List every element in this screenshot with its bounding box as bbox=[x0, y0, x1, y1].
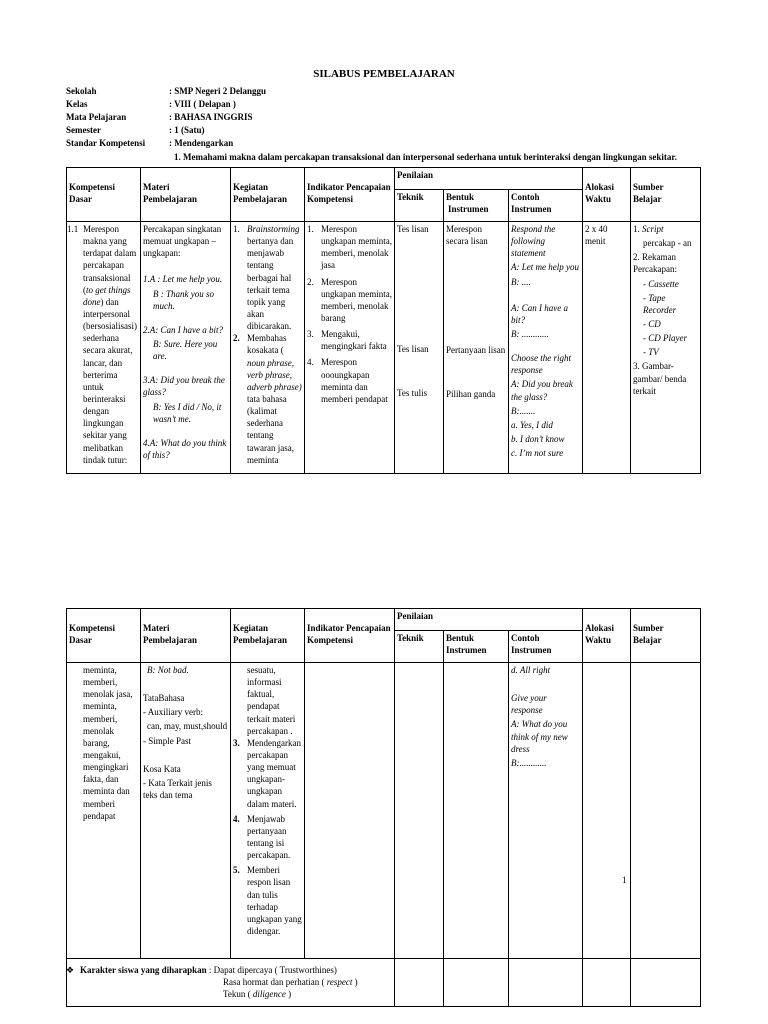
alokasi-cell: 2 x 40 menit bbox=[583, 222, 631, 474]
header-bentuk: Bentuk Instrumen bbox=[444, 190, 509, 222]
materi-cell-2: B: Not bad. TataBahasa - Auxiliary verb: can, may, must,should - Simple Past Kosa Kata - Kata Terkait jenis teks dan tema bbox=[141, 663, 231, 959]
teknik-cell-2 bbox=[395, 663, 444, 959]
footer-empty-5 bbox=[631, 959, 701, 1007]
diamond-bullet-icon: ❖ bbox=[66, 965, 75, 975]
meta-sekolah: Sekolah : SMP Negeri 2 Delanggu bbox=[66, 86, 266, 96]
karakter-siswa: ❖ Karakter siswa yang diharapkan : Dapat dipercaya ( Trustworthines) Rasa hormat dan perhatian ( respect ) Tekun ( diligence ) bbox=[66, 965, 358, 1000]
header-materi-2: Materi Pembelajaran bbox=[141, 609, 231, 663]
syllabus-table-1 bbox=[66, 167, 701, 474]
standar-kompetensi-line: 1. Memahami makna dalam percakapan transaksional dan interpersonal sederhana untuk berinteraksi dengan lingkungan sekitar. bbox=[174, 152, 677, 162]
indikator-cell: 1. Merespon ungkapan meminta, memberi, menolak jasa 2. Merespon ungkapan meminta, memberi, menolak barang 3. Mengakui, mengingkari fakta 4. Merespon oooungkapan meminta dan memberi pendapat bbox=[305, 222, 395, 474]
footer-empty-3 bbox=[509, 959, 583, 1007]
meta-semester: Semester : 1 (Satu) bbox=[66, 125, 205, 135]
page-number: 1 bbox=[622, 875, 627, 885]
meta-sk: Standar Kompetensi : Mendengarkan bbox=[66, 138, 234, 148]
bentuk-cell-2 bbox=[444, 663, 509, 959]
footer-empty-1 bbox=[395, 959, 444, 1007]
header-alokasi-2: Alokasi Waktu bbox=[583, 609, 631, 663]
header-kegiatan: Kegiatan Pembelajaran bbox=[231, 168, 305, 222]
footer-empty-2 bbox=[444, 959, 509, 1007]
contoh-cell-2: d. All right Give your response A: What do you think of my new dress B:............ bbox=[509, 663, 583, 959]
header-contoh: Contoh Instrumen bbox=[509, 190, 583, 222]
header-kd: Kompetensi Dasar bbox=[67, 168, 141, 222]
header-indikator-2: Indikator Pencapaian Kompetensi bbox=[305, 609, 395, 663]
kegiatan-cell: 1. Brainstorming bertanya dan menjawab tentang berbagai hal terkait tema topik yang akan dibicarakan. 2. Membahas kosakata ( noun phrase, verb phrase, adverb phrase) tata bahasa (kalimat sederhana tentang tawaran jasa, meminta bbox=[231, 222, 305, 474]
header-penilaian: Penilaian bbox=[395, 168, 583, 190]
header-indikator: Indikator Pencapaian Kompetensi bbox=[305, 168, 395, 222]
header-materi: Materi Pembelajaran bbox=[141, 168, 231, 222]
header-bentuk-2: Bentuk Instrumen bbox=[444, 631, 509, 663]
contoh-cell: Respond the following statement A: Let me help you B: .... A: Can I have a bit? B: ............ Choose the right response A: Did you break the glass? B:....... a. Yes, I did b. I don’t know c. I’m not sure bbox=[509, 222, 583, 474]
header-alokasi: Alokasi Waktu bbox=[583, 168, 631, 222]
indikator-cell-2 bbox=[305, 663, 395, 959]
footer-empty-4 bbox=[583, 959, 631, 1007]
teknik-cell: Tes lisan Tes lisan Tes tulis bbox=[395, 222, 444, 474]
header-kd-2: Kompetensi Dasar bbox=[67, 609, 141, 663]
header-penilaian-2: Penilaian bbox=[395, 609, 583, 631]
header-teknik-2: Teknik bbox=[395, 631, 444, 663]
header-teknik: Teknik bbox=[395, 190, 444, 222]
kegiatan-cell-2: sesuatu, informasi faktual, pendapat terkait materi percakapan . 3. Mendengarkan percakapan yang memuat ungkapan-ungkapan dalam materi. 4. Menjawab pertanyaan tentang isi percakapan. 5. Memberi respon lisan dan tulis terhadap ungkapan yang didengar. bbox=[231, 663, 305, 959]
header-sumber-2: Sumber Belajar bbox=[631, 609, 701, 663]
page-title: SILABUS PEMBELAJARAN bbox=[313, 68, 455, 80]
meta-mapel: Mata Pelajaran : BAHASA INGGRIS bbox=[66, 112, 253, 122]
header-sumber: Sumber Belajar bbox=[631, 168, 701, 222]
meta-kelas: Kelas : VIII ( Delapan ) bbox=[66, 99, 236, 109]
header-contoh-2: Contoh Instrumen bbox=[509, 631, 583, 663]
syllabus-table-2 bbox=[66, 608, 701, 1007]
header-kegiatan-2: Kegiatan Pembelajaran bbox=[231, 609, 305, 663]
sumber-cell: 1. Script percakap - an 2. Rekaman Percakapan: - Cassette - Tape Recorder - CD - CD Player - TV 3. Gambar- gambar/ benda terkait bbox=[631, 222, 701, 474]
alokasi-cell-2 bbox=[583, 663, 631, 959]
sumber-cell-2 bbox=[631, 663, 701, 959]
materi-cell: Percakapan singkatan memuat ungkapan – ungkapan: 1.A : Let me help you. B : Thank you so much. 2.A: Can I have a bit? B: Sure. Here you are. 3.A: Did you break the glass? B: Yes I did / No, it wasn’t me. 4.A: What do you think of this? bbox=[141, 222, 231, 474]
kd-cell: 1.1 Merespon makna yang terdapat dalam percakapan transaksional (to get things done) dan interpersonal (bersosialisasi) sederhana secara akurat, lancar, dan berterima untuk berinteraksi dengan lingkungan sekitar yang melibatkan tindak tutur: bbox=[67, 222, 141, 474]
kd-cell-2: meminta, memberi, menolak jasa, meminta, memberi, menolak barang, mengakui, mengingkari fakta, dan meminta dan memberi pendapat bbox=[67, 663, 141, 959]
bentuk-cell: Merespon secara lisan Pertanyaan lisan Pilihan ganda bbox=[444, 222, 509, 474]
